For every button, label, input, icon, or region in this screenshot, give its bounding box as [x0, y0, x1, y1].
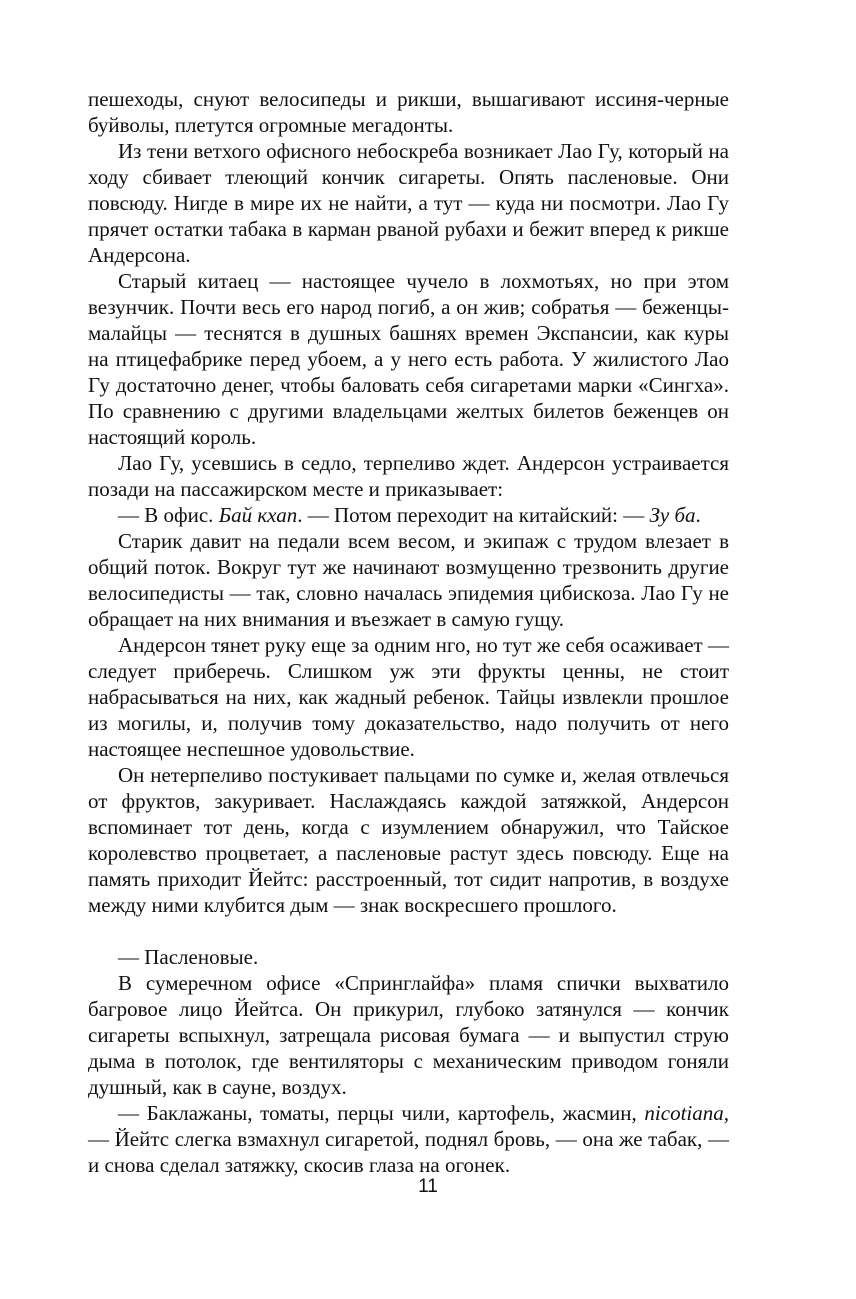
paragraph-6: [88, 528, 729, 632]
paragraph-text: Из тени ветхого офисного небоскреба возникает Лао Гу, который на ходу сбивает тлеющий кончик сигареты. Опять пасленовые. Они повсюду. Нигде в мире их не найти, а тут — куда ни посмотри. Лао Гу прячет остатки табака в карман рваной рубахи и бежит вперед к рикше Андерсона.: [88, 139, 729, 267]
paragraph-text: . — Потом переходит на китайский: —: [297, 503, 650, 527]
paragraph-text: — Йейтс слегка взмахнул сигаретой, поднял бровь, — она же табак, — и снова сделал затяжку, скосив глаза на огонек.: [88, 1127, 729, 1177]
italic-phrase: Зу ба: [649, 503, 696, 527]
paragraph-text: Андерсон тянет руку еще за одним нго, но тут же себя осаживает — следует приберечь. Слишком уж эти фрукты ценны, не стоит набрасываться на них, как жадный ребенок. Тайцы извлекли прошлое из могилы, и, получив тому доказательство, надо получить от него настоящее неспешное удовольствие.: [88, 633, 729, 761]
page-number: 11: [418, 1176, 438, 1197]
paragraph-text: В сумеречном офисе «Спринглайфа» пламя спички выхватило багровое лицо Йейтса. Он прикурил, глубоко затянулся — кончик сигареты вспыхнул, затрещала рисовая бумага — и выпустил струю дыма в потолок, где вентиляторы с механическим приводом гоняли душный, как в сауне, воздух.: [88, 971, 729, 1099]
paragraph-text: Он нетерпеливо постукивает пальцами по сумке и, желая отвлечься от фруктов, закуривает. Наслаждаясь каждой затяжкой, Андерсон вспоминает тот день, когда с изумлением обнаружил, что Тайское королевство процветает, а пасленовые растут здесь повсюду. Еще на память приходит Йейтс: расстроенный, тот сидит напротив, в воздухе между ними клубится дым — знак воскресшего прошлого.: [88, 763, 729, 917]
paragraph-text: — Баклажаны, томаты, перцы чили, картофель, жасмин,: [118, 1101, 645, 1125]
paragraph-1: [88, 86, 729, 138]
paragraph-text: пешеходы, снуют велосипеды и рикши, вышагивают иссиня-черные буйволы, плетутся огромные мегадонты.: [88, 87, 729, 137]
italic-phrase: nicotiana,: [644, 1101, 729, 1125]
paragraph-text: Старик давит на педали всем весом, и экипаж с трудом влезает в общий поток. Вокруг тут же начинают возмущенно трезвонить другие велосипедисты — так, словно началась эпидемия цибискоза. Лао Гу не обращает на них внимания и въезжает в самую гущу.: [88, 529, 729, 631]
paragraph-4: [88, 450, 729, 502]
paragraph-text: Старый китаец — настоящее чучело в лохмотьях, но при этом везунчик. Почти весь его народ погиб, а он жив; собратья — беженцы-малайцы — теснятся в душных башнях времен Экспансии, как куры на птицефабрике перед убоем, а у него есть работа. У жилистого Лао Гу достаточно денег, чтобы баловать себя сигаретами марки «Сингха». По сравнению с другими владельцами желтых билетов беженцев он настоящий король.: [88, 269, 729, 449]
paragraph-10: [88, 970, 729, 1100]
paragraph-7: [88, 632, 729, 762]
page-body: [88, 86, 729, 1178]
paragraph-text: .: [695, 503, 701, 527]
paragraph-5: [88, 502, 729, 528]
paragraph-2: [88, 138, 729, 268]
paragraph-3: [88, 268, 729, 450]
paragraph-text: — Пасленовые.: [118, 945, 259, 969]
italic-phrase: Бай кхап: [218, 503, 298, 527]
paragraph-11: [88, 1100, 729, 1178]
paragraph-8: [88, 762, 729, 918]
paragraph-text: Лао Гу, усевшись в седло, терпеливо ждет. Андерсон устраивается позади на пассажирском месте и приказывает:: [88, 451, 729, 501]
paragraph-9: [88, 944, 729, 970]
paragraph-text: — В офис.: [118, 503, 219, 527]
